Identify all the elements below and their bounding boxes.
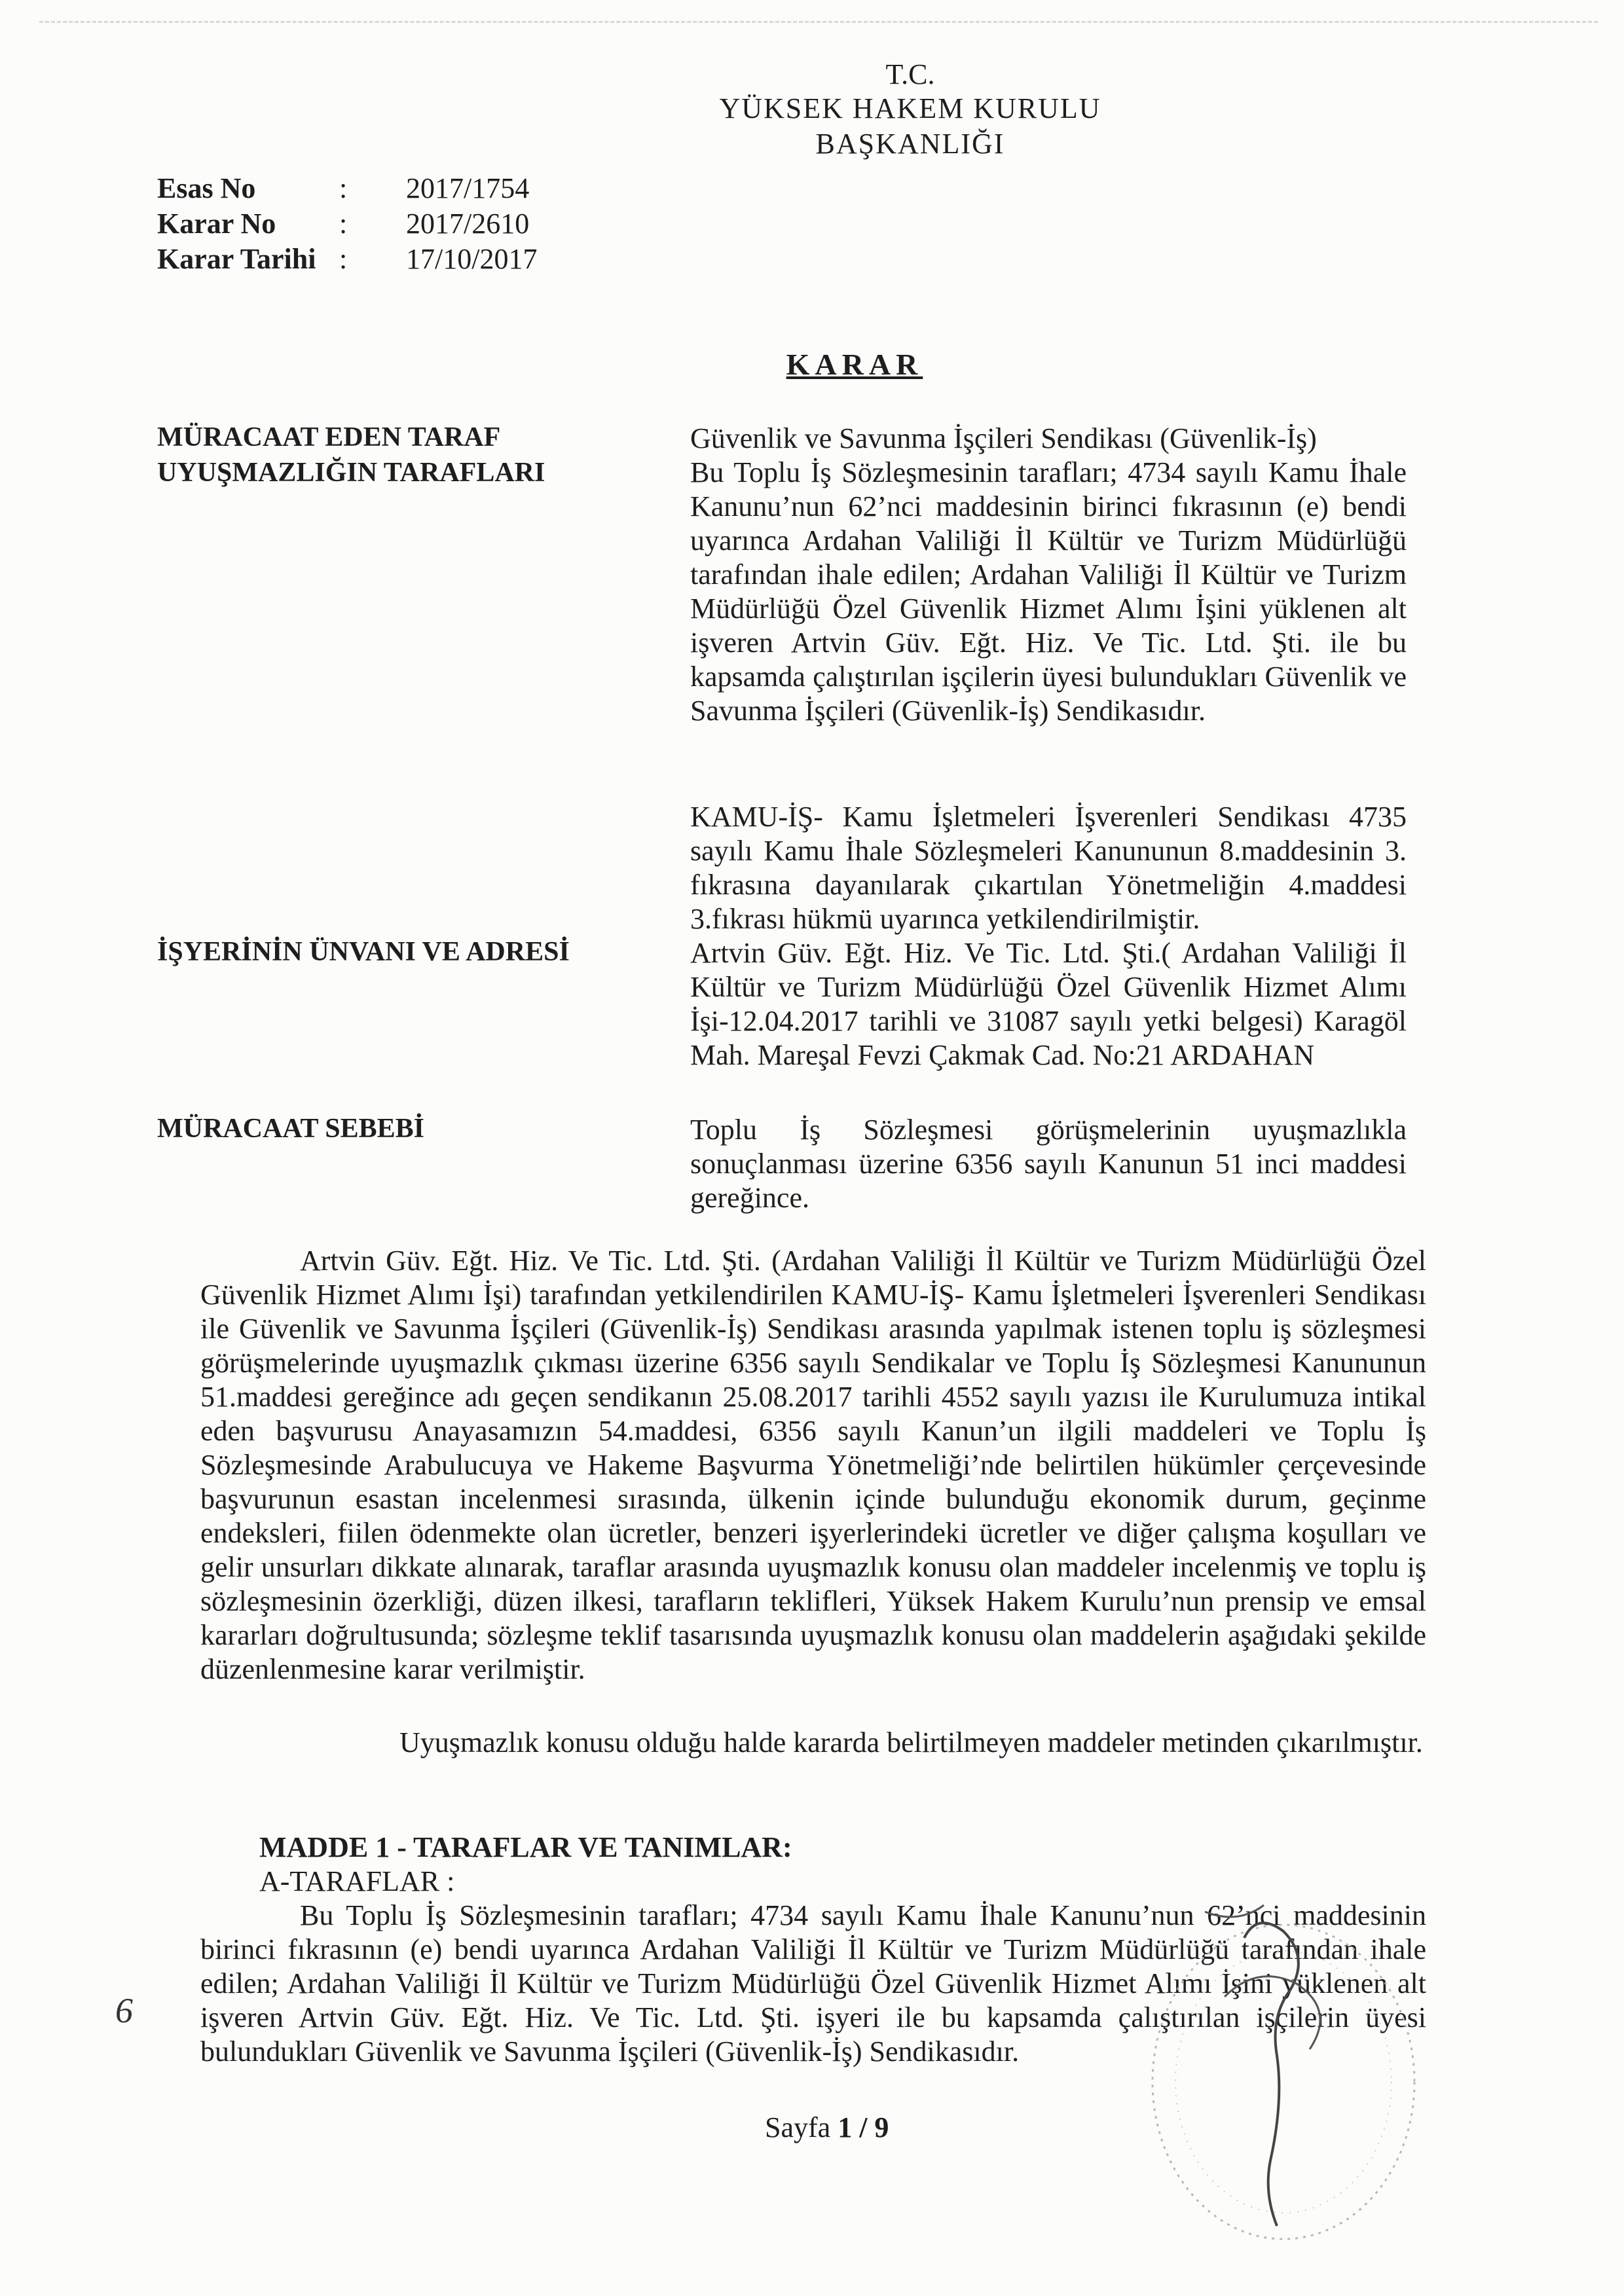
meta-key: Esas No: [157, 172, 256, 204]
reason-value: Toplu İş Sözleşmesi görüşmelerinin uyuşmazlıkla sonuçlanması üzerine 6356 sayılı Kanunun 51 inci maddesi gereğince.: [690, 1114, 1407, 1214]
footer-prefix: Sayfa: [765, 2111, 838, 2143]
decision-title: KARAR: [786, 348, 923, 381]
signature-stamp: [1126, 1886, 1441, 2252]
parties-paragraph-2: KAMU-İŞ- Kamu İşletmeleri İşverenleri Sendikası 4735 sayılı Kamu İhale Sözleşmeleri Kanununun 8.maddesinin 3. fıkrasına dayanılarak çıkartılan Yönetmeliğin 4.maddesi 3.fıkrası hükmü uyarınca yetkilendirilmiştir.: [690, 801, 1407, 935]
madde-1-subheading: A-TARAFLAR :: [259, 1865, 455, 1897]
header-institution: YÜKSEK HAKEM KURULU: [719, 92, 1101, 124]
workplace-value-block: [690, 936, 1407, 1072]
scan-edge-line: [39, 21, 1598, 23]
header-office: BAŞKANLIĞI: [815, 128, 1005, 160]
meta-colon: :: [339, 172, 348, 204]
applicant-value: [690, 422, 1407, 728]
parties-label: UYUŞMAZLIĞIN TARAFLARI: [157, 458, 545, 488]
meta-value: 2017/2610: [406, 208, 530, 240]
reason-value-block: [690, 1113, 1407, 1215]
page-footer: [765, 2111, 889, 2144]
meta-key: Karar Tarihi: [157, 243, 316, 275]
meta-value: 17/10/2017: [406, 243, 538, 275]
applicant-label: MÜRACAAT EDEN TARAF: [157, 422, 501, 452]
header-tc: T.C.: [885, 58, 935, 90]
workplace-label: İŞYERİNİN ÜNVANI VE ADRESİ: [157, 937, 570, 967]
meta-colon: :: [339, 208, 348, 240]
applicant-text: Güvenlik ve Savunma İşçileri Sendikası (Güvenlik-İş): [690, 422, 1317, 454]
madde-1-heading: MADDE 1 - TARAFLAR VE TANIMLAR:: [259, 1831, 792, 1863]
footer-page-number: 1 / 9: [838, 2111, 889, 2143]
handwritten-margin-mark: 6: [115, 1991, 133, 2030]
meta-key: Karar No: [157, 208, 276, 240]
madde-1-text: Bu Toplu İş Sözleşmesinin tarafları; 4734 sayılı Kamu İhale Kanunu’nun 62’nci maddesinin birinci fıkrasının (e) bendi uyarınca Ardahan Valiliği İl Kültür ve Turizm Müdürlüğü tarafından ihale edilen; Ardahan Valiliği İl Kültür ve Turizm Müdürlüğü Özel Güvenlik Hizmet Alımı İşini yüklenen alt işveren Artvin Güv. Eğt. Hiz. Ve Tic. Ltd. Şti. işyeri ile bu kapsamda çalıştırılan işçilerin üyesi bulundukları Güvenlik ve Savunma İşçileri (Güvenlik-İş) Sendikasıdır.: [200, 1899, 1426, 2068]
workplace-value: Artvin Güv. Eğt. Hiz. Ve Tic. Ltd. Şti.( Ardahan Valiliği İl Kültür ve Turizm Müdürlüğü Özel Güvenlik Hizmet Alımı İşi-12.04.2017 tarihli ve 31087 sayılı yetki belgesi) Karagöl Mah. Mareşal Fevzi Çakmak Cad. No:21 ARDAHAN: [690, 937, 1407, 1071]
parties-paragraph-2-block: [690, 800, 1407, 936]
body-paragraph-2: Uyuşmazlık konusu olduğu halde kararda belirtilmeyen maddeler metinden çıkarılmıştır.: [399, 1726, 1423, 1758]
reason-label: MÜRACAAT SEBEBİ: [157, 1114, 425, 1144]
meta-colon: :: [339, 243, 348, 275]
parties-paragraph-1: Bu Toplu İş Sözleşmesinin tarafları; 4734 sayılı Kamu İhale Kanunu’nun 62’nci maddesinin birinci fıkrasının (e) bendi uyarınca Ardahan Valiliği İl Kültür ve Turizm Müdürlüğü tarafından ihale edilen; Ardahan Valiliği İl Kültür ve Turizm Müdürlüğü Özel Güvenlik Hizmet Alımı İşini yüklenen alt işveren Artvin Güv. Eğt. Hiz. Ve Tic. Ltd. Şti. ile bu kapsamda çalıştırılan işçilerin üyesi bulundukları Güvenlik ve Savunma İşçileri (Güvenlik-İş) Sendikasıdır.: [690, 456, 1407, 727]
meta-value: 2017/1754: [406, 172, 530, 204]
body-paragraph-1: Artvin Güv. Eğt. Hiz. Ve Tic. Ltd. Şti. (Ardahan Valiliği İl Kültür ve Turizm Müdürlüğü Özel Güvenlik Hizmet Alımı İşi) tarafından yetkilendirilen KAMU-İŞ- Kamu İşletmeleri İşverenleri Sendikası ile Güvenlik ve Savunma İşçileri (Güvenlik-İş) Sendikası arasında yapılmak istenen toplu iş sözleşmesi görüşmelerinde uyuşmazlık çıkması üzerine 6356 sayılı Sendikalar ve Toplu İş Sözleşmesi Kanununun 51.maddesi gereğince adı geçen sendikanın 25.08.2017 tarihli 4552 sayılı yazısı ile Kurulumuza intikal eden başvurusu Anayasamızın 54.maddesi, 6356 sayılı Kanun’un ilgili maddeleri ve Toplu İş Sözleşmesinde Arabulucuya ve Hakeme Başvurma Yönetmeliği’nde belirtilen hükümler çerçevesinde başvurunun esastan incelenmesi sırasında, ülkenin içinde bulunduğu ekonomik durum, geçinme endeksleri, fiilen ödenmekte olan ücretler, benzeri işyerlerindeki ücretler ve diğer çalışma koşulları ve gelir unsurları dikkate alınarak, taraflar arasında uyuşmazlık konusu olan maddeler incelenmiş ve toplu iş sözleşmesinin özerkliği, düzen ilkesi, tarafların teklifleri, Yüksek Hakem Kurulu’nun prensip ve emsal kararları doğrultusunda; sözleşme teklif tasarısında uyuşmazlık konusu olan maddelerin aşağıdaki şekilde düzenlenmesine karar verilmiştir.: [200, 1245, 1426, 1685]
